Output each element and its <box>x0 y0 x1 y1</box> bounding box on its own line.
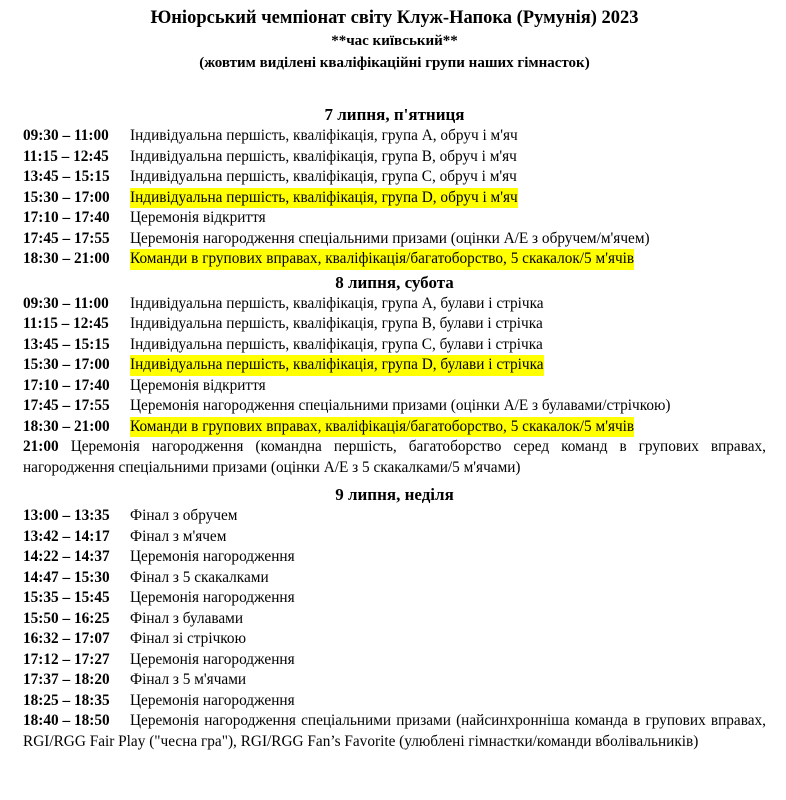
event-row <box>23 229 766 250</box>
event-text: Індивідуальна першість, кваліфікація, група В, булави і стрічка <box>130 315 543 332</box>
event-text: Церемонія нагородження спеціальними призами (оцінки А/Е з обручем/м'ячем) <box>130 229 650 247</box>
event-time: 18:30 – 21:00 <box>23 250 110 267</box>
event-time: 17:10 – 17:40 <box>23 376 110 394</box>
event-text: Церемонія відкриття <box>130 209 266 226</box>
event-text: Церемонія нагородження спеціальними призами (найсинхронніша команда в групових вправах, RGI/RGG Fair Play ("чесна гра"), RGI/RGG Fan’s Favorite (улюблені гімнастки/команди вболівальників) <box>23 712 766 750</box>
event-row-highlighted <box>23 417 766 438</box>
day-heading: 9 липня, неділя <box>335 485 454 504</box>
event-row-highlighted <box>23 249 766 270</box>
day-section-3 <box>23 484 766 752</box>
event-time: 17:10 – 17:40 <box>23 209 110 226</box>
event-text-highlighted: Індивідуальна першість, кваліфікація, група D, булави і стрічка <box>130 355 544 376</box>
event-time: 17:37 – 18:20 <box>23 671 110 688</box>
event-text: Фінал з 5 скакалками <box>130 568 269 586</box>
event-row <box>23 314 766 335</box>
event-row <box>23 506 766 527</box>
document-title: Юніорський чемпіонат світу Клуж-Напока (Румунія) 2023 <box>150 8 639 28</box>
event-text-highlighted: Індивідуальна першість, кваліфікація, група D, обруч і м'яч <box>130 188 518 209</box>
event-row <box>23 294 766 315</box>
event-row <box>23 527 766 548</box>
event-time: 09:30 – 11:00 <box>23 127 109 144</box>
event-time: 16:32 – 17:07 <box>23 630 110 647</box>
event-row <box>23 670 766 691</box>
event-time: 15:30 – 17:00 <box>23 188 110 206</box>
day-heading: 7 липня, п'ятниця <box>324 105 465 124</box>
day-section-1 <box>23 104 766 270</box>
event-time: 15:35 – 15:45 <box>23 589 110 606</box>
event-time: 15:50 – 16:25 <box>23 609 110 627</box>
highlight-note: (жовтим виділені кваліфікаційні групи наших гімнасток) <box>199 55 590 71</box>
event-text: Індивідуальна першість, кваліфікація, група В, обруч і м'яч <box>130 147 517 165</box>
event-time: 11:15 – 12:45 <box>23 147 109 165</box>
event-time: 09:30 – 11:00 <box>23 294 109 312</box>
event-row <box>23 691 766 712</box>
event-time: 13:00 – 13:35 <box>23 507 110 524</box>
event-text: Фінал з булавами <box>130 609 244 627</box>
event-text: Церемонія нагородження (командна першість, багатоборство серед команд в групових вправах, нагородження спеціальними призами (оцінки А/Е з 5 скакалками/5 м'ячами) <box>23 438 767 476</box>
event-note <box>23 711 766 752</box>
event-row <box>23 335 766 356</box>
event-row <box>23 588 766 609</box>
event-row <box>23 609 766 630</box>
event-text: Церемонія нагородження <box>130 650 295 668</box>
event-time: 18:30 – 21:00 <box>23 417 110 435</box>
event-row <box>23 147 766 168</box>
event-text: Фінал з м'ячем <box>130 527 227 545</box>
event-time: 21:00 <box>23 438 59 455</box>
timezone-note: **час київський** <box>331 33 458 49</box>
event-time: 13:45 – 15:15 <box>23 335 110 353</box>
event-text-highlighted: Команди в групових вправах, кваліфікація/багатоборство, 5 скакалок/5 м'ячів <box>130 249 634 270</box>
event-text: Церемонія відкриття <box>130 376 266 394</box>
event-row-highlighted <box>23 355 766 376</box>
event-time: 11:15 – 12:45 <box>23 315 109 332</box>
event-text: Церемонія нагородження <box>130 589 295 606</box>
event-text: Індивідуальна першість, кваліфікація, група А, обруч і м'яч <box>130 127 518 144</box>
event-note <box>23 437 766 478</box>
event-text-highlighted: Команди в групових вправах, кваліфікація/багатоборство, 5 скакалок/5 м'ячів <box>130 417 634 438</box>
event-time: 17:45 – 17:55 <box>23 397 110 414</box>
day-section-2 <box>23 272 766 479</box>
event-text: Фінал з обручем <box>130 507 238 524</box>
event-time: 17:12 – 17:27 <box>23 650 110 668</box>
event-row <box>23 376 766 397</box>
event-text: Церемонія нагородження <box>130 691 295 709</box>
event-time: 18:40 – 18:50 <box>23 712 110 729</box>
event-text: Індивідуальна першість, кваліфікація, група А, булави і стрічка <box>130 294 544 312</box>
event-row <box>23 568 766 589</box>
event-time: 18:25 – 18:35 <box>23 691 110 709</box>
event-time: 14:22 – 14:37 <box>23 548 110 565</box>
event-text: Церемонія нагородження <box>130 548 295 565</box>
event-row <box>23 547 766 568</box>
event-text: Індивідуальна першість, кваліфікація, група С, булави і стрічка <box>130 335 543 353</box>
event-row <box>23 396 766 417</box>
event-time: 15:30 – 17:00 <box>23 356 110 373</box>
event-time: 13:45 – 15:15 <box>23 168 110 185</box>
event-text: Фінал з 5 м'ячами <box>130 671 247 688</box>
event-row <box>23 167 766 188</box>
event-text: Фінал зі стрічкою <box>130 630 247 647</box>
event-row <box>23 208 766 229</box>
event-row <box>23 126 766 147</box>
event-row <box>23 650 766 671</box>
event-time: 17:45 – 17:55 <box>23 229 110 247</box>
event-row-highlighted <box>23 188 766 209</box>
event-text: Індивідуальна першість, кваліфікація, група С, обруч і м'яч <box>130 168 517 185</box>
event-time: 14:47 – 15:30 <box>23 568 110 586</box>
event-time: 13:42 – 14:17 <box>23 527 110 545</box>
event-text: Церемонія нагородження спеціальними призами (оцінки А/Е з булавами/стрічкою) <box>130 397 671 414</box>
day-heading: 8 липня, субота <box>335 272 454 292</box>
event-row <box>23 629 766 650</box>
spacer <box>23 74 766 96</box>
